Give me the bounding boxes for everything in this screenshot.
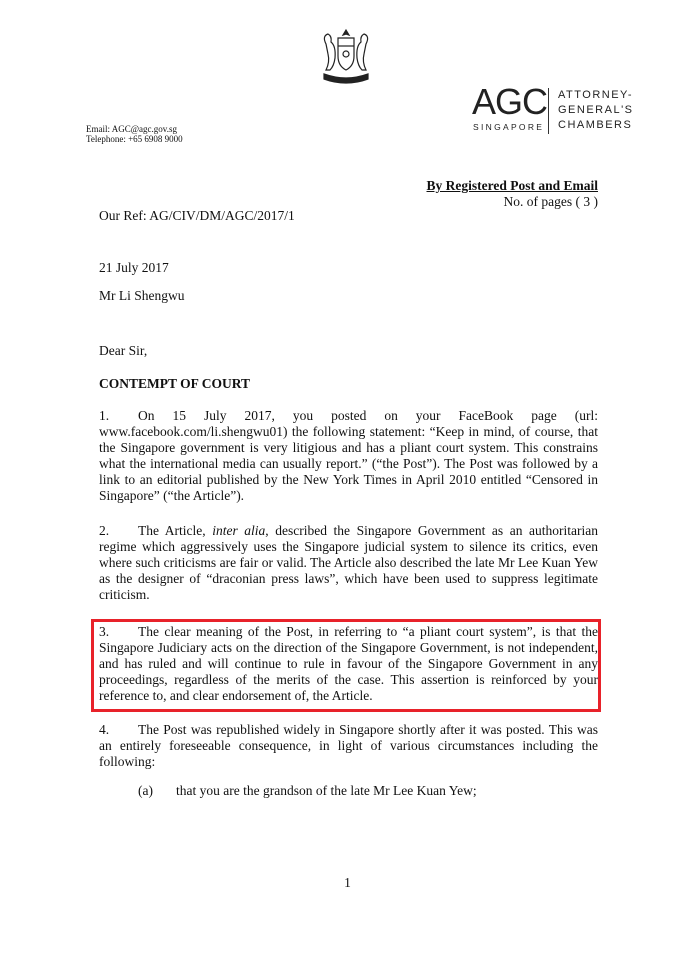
- paragraph-emphasis: inter alia: [212, 523, 266, 538]
- paragraph-text: On 15 July 2017, you posted on your FaceBook page (url: www.facebook.com/li.shengwu01) the following statement: “Keep in mind, of course, that the Singapore government is very litigious and has a pliant court system. This constrains what the international media can usually report.” (“the Post”). The Post was followed by a link to an editorial published by the New York Times in April 2010 entitled “Censored in Singapore” (“the Article”).: [99, 408, 598, 503]
- logo-mark: AGC: [472, 81, 548, 122]
- logo-name: [558, 88, 634, 133]
- salutation: Dear Sir,: [99, 343, 148, 358]
- subitem-text: that you are the grandson of the late Mr Lee Kuan Yew;: [176, 783, 477, 798]
- logo-name-line: CHAMBERS: [558, 119, 633, 131]
- subject-heading: CONTEMPT OF COURT: [99, 376, 251, 391]
- paragraph-text: , described the Singapore Government as an authoritarian regime which aggressively uses the Singapore judicial system to silence its critics, even where such criticisms are fair or valid. The Article also described the late Mr Lee Kuan Yew as the designer of “draconian press laws”, which have been used to suppress legitimate criticism.: [99, 523, 598, 602]
- logo-name-line: GENERAL'S: [558, 104, 634, 116]
- paragraph-text: The Post was republished widely in Singapore shortly after it was posted. This was an entirely foreseeable consequence, in light of various circumstances including the following:: [99, 722, 598, 769]
- subitem-label: (a): [138, 783, 153, 798]
- recipient: Mr Li Shengwu: [99, 288, 185, 303]
- paragraph-2: [99, 523, 598, 603]
- paragraph-number: 4.: [99, 722, 110, 737]
- highlight-box: [91, 619, 601, 712]
- email-line: Email: AGC@agc.gov.sg: [86, 124, 177, 134]
- logo-name-line: ATTORNEY-: [558, 89, 634, 101]
- paragraph-text: The clear meaning of the Post, in referring to “a pliant court system”, is that the Singapore Judiciary acts on the direction of the Singapore Government, is not independent, and has ruled and will continue to rule in favour of the Singapore Government in any proceedings, regardless of the merits of the case. This assertion is reinforced by your reference to, and clear endorsement of, the Article.: [99, 624, 598, 703]
- delivery-info: [427, 178, 599, 210]
- letter-date: 21 July 2017: [99, 260, 169, 275]
- delivery-method: By Registered Post and Email: [426, 178, 598, 193]
- page-count: No. of pages ( 3 ): [503, 194, 598, 209]
- paragraph-lead: The Article,: [138, 523, 206, 538]
- reference: Our Ref: AG/CIV/DM/AGC/2017/1: [99, 208, 295, 223]
- coat-of-arms-icon: [318, 26, 374, 88]
- page-number: 1: [344, 875, 351, 890]
- telephone-line: Telephone: +65 6908 9000: [86, 134, 183, 144]
- paragraph-number: 1.: [99, 408, 110, 423]
- paragraph-1: [99, 408, 598, 504]
- paragraph-4: [99, 722, 598, 770]
- paragraph-number: 3.: [99, 624, 110, 639]
- contact-details: [86, 124, 183, 144]
- paragraph-number: 2.: [99, 523, 110, 538]
- logo-location: SINGAPORE: [473, 122, 545, 132]
- agc-logo: [470, 81, 640, 138]
- logo-divider: [548, 88, 549, 134]
